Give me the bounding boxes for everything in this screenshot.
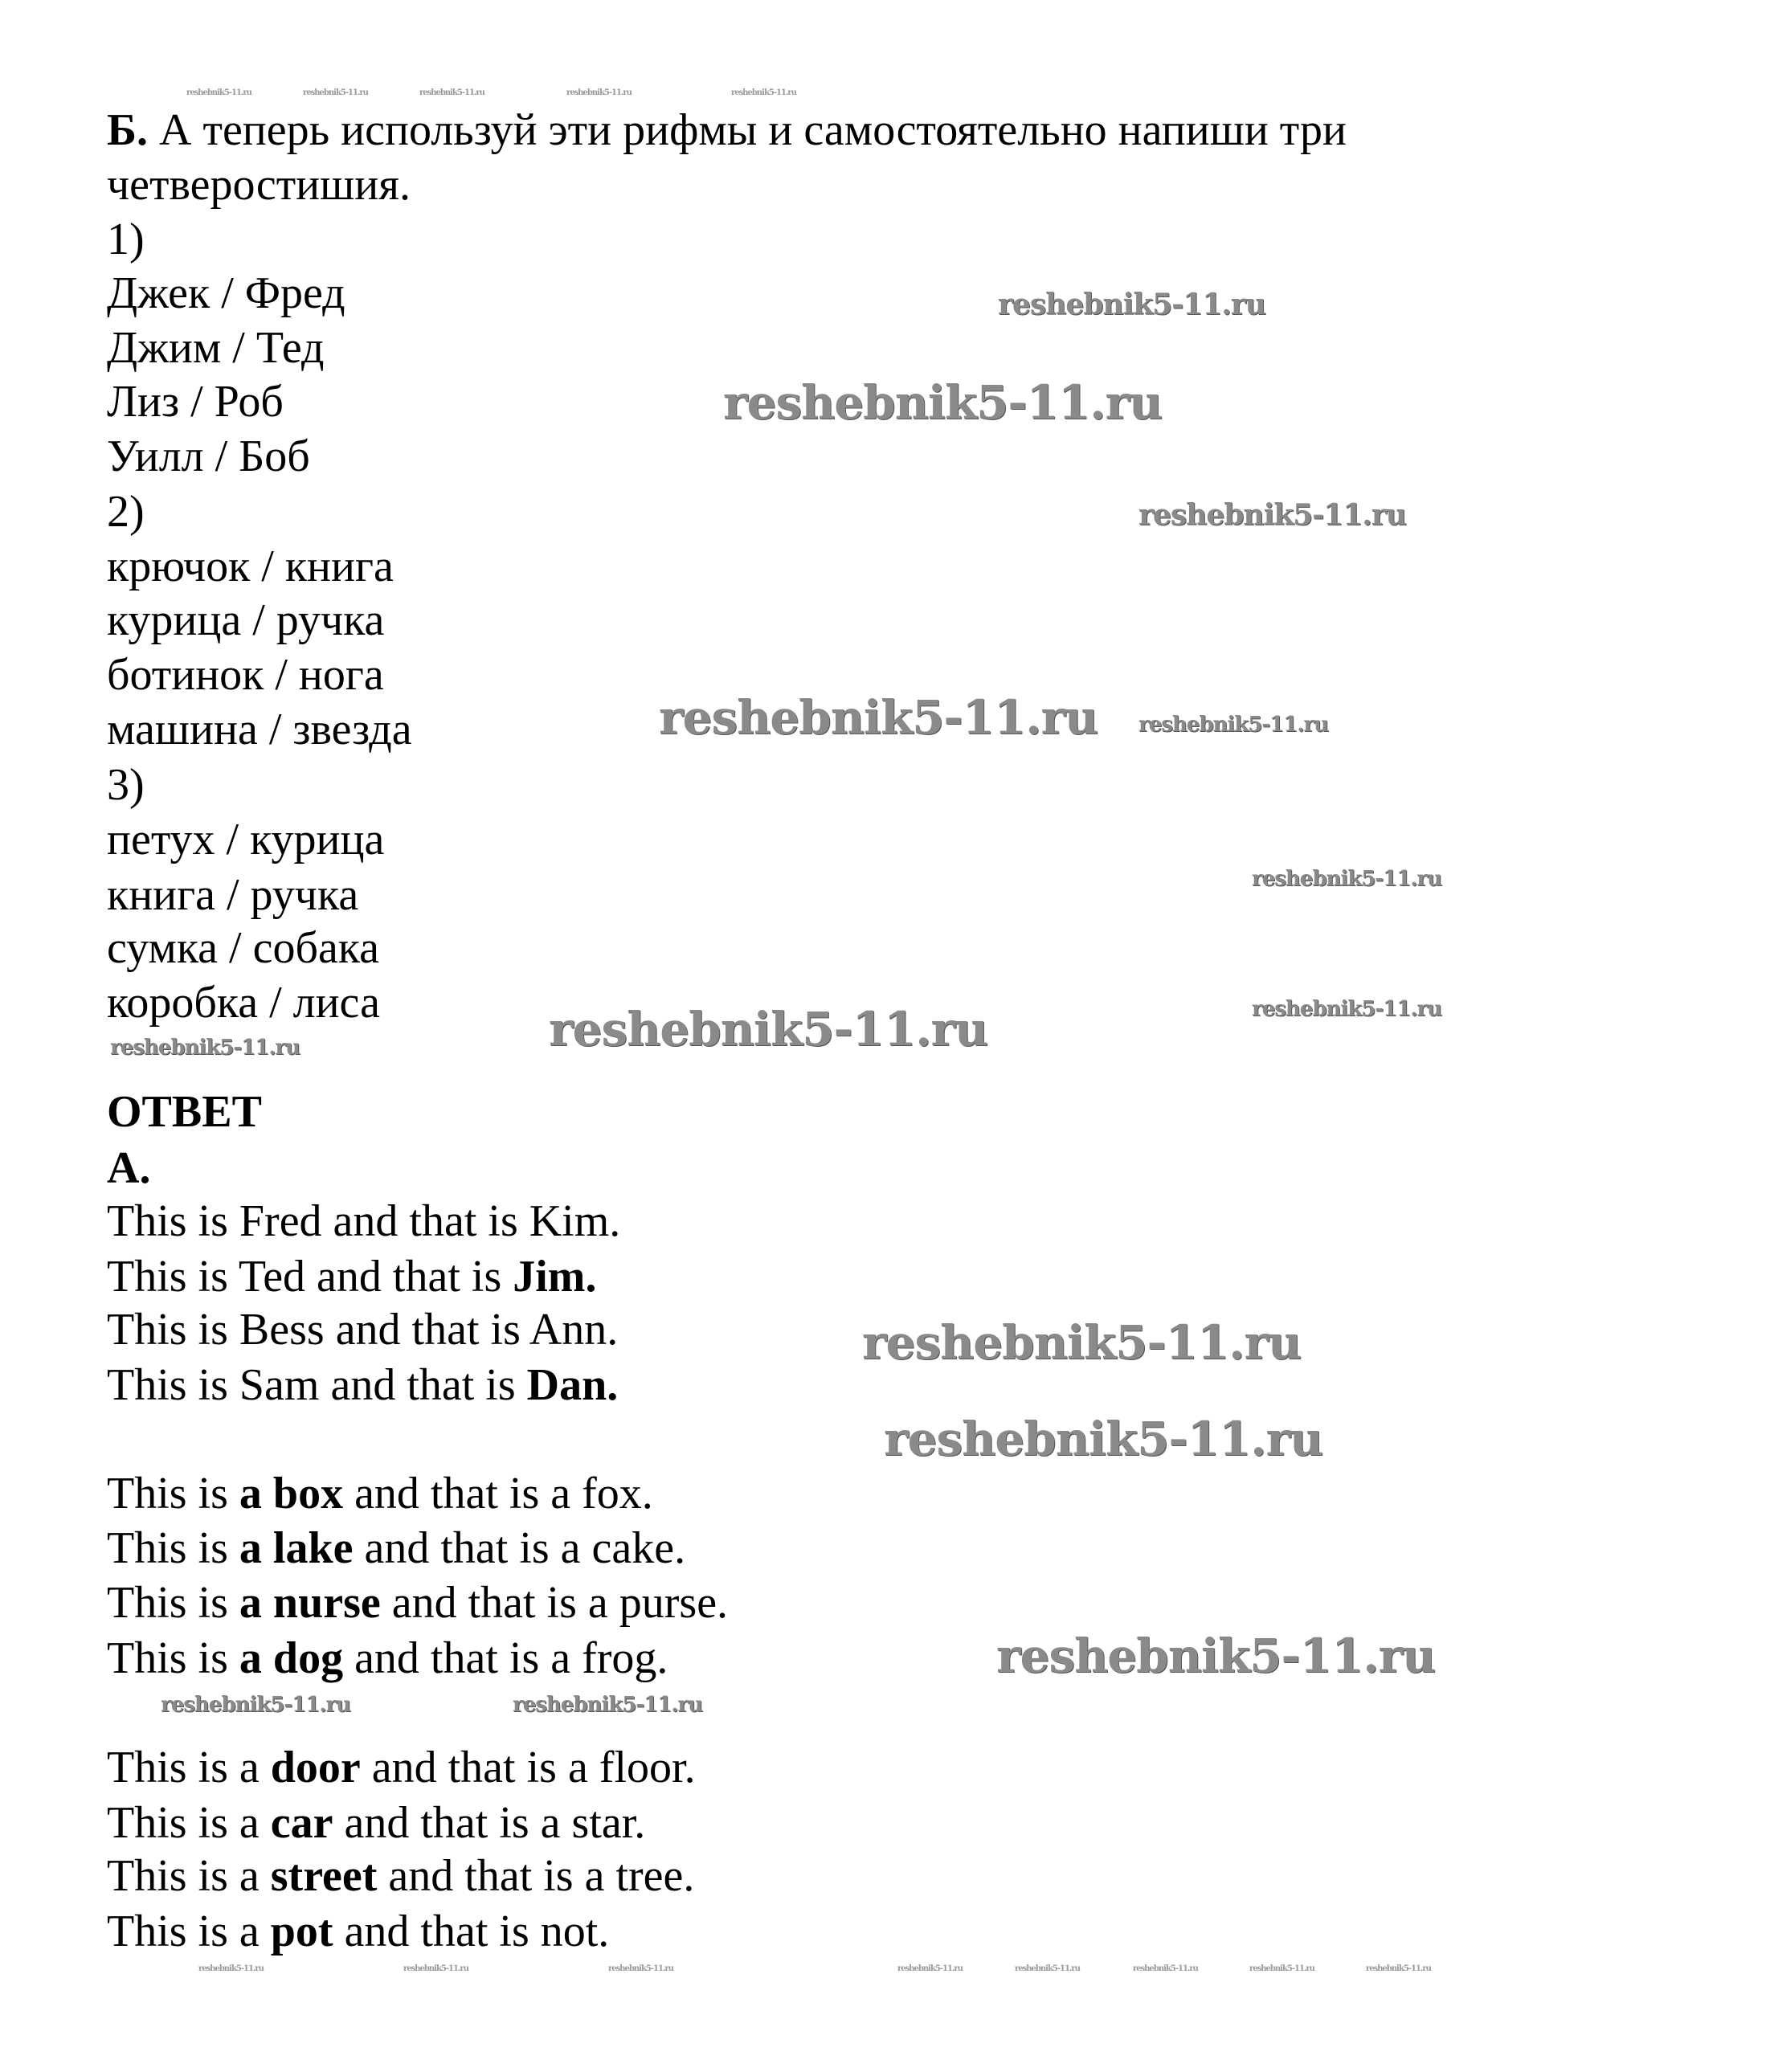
text-segment: This is a (107, 1851, 271, 1901)
text-segment: This is (107, 1523, 239, 1573)
watermark: reshebnik5-11.ru (419, 88, 484, 97)
watermark: reshebnik5-11.ru (862, 1315, 1302, 1370)
text-segment: сумка / собака (107, 923, 380, 973)
text-segment: This is Ted and that is (107, 1252, 513, 1302)
text-line (107, 975, 380, 1030)
watermark: reshebnik5-11.ru (1249, 1964, 1314, 1973)
text-line (107, 429, 310, 484)
watermark: reshebnik5-11.ru (996, 1629, 1436, 1683)
text-line (107, 1631, 668, 1686)
text-line (107, 593, 384, 648)
text-segment: and that is a fox. (343, 1469, 653, 1518)
text-segment: This is (107, 1578, 239, 1628)
bold-text: street (270, 1851, 378, 1901)
watermark: reshebnik5-11.ru (1015, 1964, 1080, 1973)
watermark: reshebnik5-11.ru (566, 88, 632, 97)
text-line (107, 321, 325, 375)
watermark: reshebnik5-11.ru (897, 1964, 963, 1973)
bold-text: car (270, 1798, 333, 1848)
text-line (107, 1302, 618, 1357)
text-line (107, 266, 345, 321)
text-segment: машина / звезда (107, 705, 412, 754)
watermark: reshebnik5-11.ru (723, 375, 1163, 430)
text-segment: 3) (107, 760, 145, 810)
bold-text: Б. (107, 105, 149, 155)
bold-text: pot (270, 1906, 333, 1956)
bold-text: ОТВЕТ (107, 1087, 262, 1137)
watermark: reshebnik5-11.ru (884, 1412, 1323, 1466)
text-line (107, 702, 412, 757)
text-segment: and that is a frog. (343, 1633, 668, 1683)
bold-text: Jim. (513, 1252, 597, 1302)
text-segment: 1) (107, 215, 145, 264)
text-line (107, 212, 145, 267)
text-segment: and that is a purse. (380, 1578, 729, 1628)
text-line (107, 812, 384, 867)
text-line (107, 868, 358, 922)
text-segment: This is a (107, 1798, 271, 1848)
text-line (107, 1904, 609, 1959)
text-segment: and that is a cake. (353, 1523, 686, 1573)
text-segment: книга / ручка (107, 870, 359, 920)
text-segment: А теперь используй эти рифмы и самостоятельно напиши три (148, 105, 1347, 155)
text-line (107, 1521, 685, 1575)
watermark: reshebnik5-11.ru (731, 88, 796, 97)
text-segment: This is Bess and that is Ann. (107, 1305, 619, 1355)
text-line (107, 1085, 262, 1139)
text-line (107, 758, 145, 812)
text-segment: Уилл / Боб (107, 431, 310, 481)
text-segment: This is a (107, 1743, 271, 1792)
text-segment: курица / ручка (107, 595, 385, 645)
watermark: reshebnik5-11.ru (608, 1964, 673, 1973)
text-segment: ботинок / нога (107, 650, 384, 700)
text-segment: This is Fred and that is Kim. (107, 1196, 621, 1246)
watermark: reshebnik5-11.ru (1138, 498, 1406, 532)
bold-text: a dog (239, 1633, 344, 1683)
text-segment: коробка / лиса (107, 978, 380, 1028)
bold-text: a nurse (239, 1578, 381, 1628)
text-segment: Джек / Фред (107, 268, 345, 318)
text-segment: крючок / книга (107, 541, 394, 591)
watermark: reshebnik5-11.ru (1133, 1964, 1198, 1973)
text-segment: четверостишия. (107, 160, 411, 210)
watermark: reshebnik5-11.ru (161, 1693, 351, 1717)
text-line (107, 921, 379, 975)
bold-text: door (270, 1743, 361, 1792)
bold-text: a box (239, 1469, 344, 1518)
text-segment: Джим / Тед (107, 323, 325, 373)
text-line (107, 1796, 645, 1850)
text-line (107, 1466, 653, 1521)
text-segment: This is (107, 1633, 239, 1683)
text-segment: and that is a star. (333, 1798, 646, 1848)
watermark: reshebnik5-11.ru (403, 1964, 468, 1973)
watermark: reshebnik5-11.ru (303, 88, 368, 97)
bold-text: a lake (239, 1523, 354, 1573)
text-line (107, 1575, 728, 1630)
text-line (107, 648, 384, 702)
text-segment: петух / курица (107, 815, 385, 864)
text-segment: Лиз / Роб (107, 377, 284, 427)
text-line (107, 374, 284, 429)
watermark: reshebnik5-11.ru (549, 1002, 988, 1056)
watermark: reshebnik5-11.ru (513, 1693, 703, 1717)
text-line (107, 103, 1347, 157)
text-segment: This is a (107, 1906, 271, 1956)
text-line (107, 484, 145, 539)
watermark: reshebnik5-11.ru (110, 1036, 300, 1060)
text-segment: This is Sam and that is (107, 1360, 527, 1410)
text-line (107, 157, 411, 212)
text-segment: and that is a floor. (360, 1743, 696, 1792)
watermark: reshebnik5-11.ru (1366, 1964, 1431, 1973)
watermark: reshebnik5-11.ru (186, 88, 251, 97)
text-segment: 2) (107, 487, 145, 537)
text-line (107, 1141, 150, 1195)
text-line (107, 1249, 596, 1304)
watermark: reshebnik5-11.ru (1138, 713, 1329, 737)
text-line (107, 1194, 620, 1249)
text-line (107, 539, 394, 594)
text-segment: and that is not. (333, 1906, 610, 1956)
text-segment: and that is a tree. (377, 1851, 695, 1901)
watermark: reshebnik5-11.ru (998, 288, 1265, 321)
watermark: reshebnik5-11.ru (198, 1964, 264, 1973)
bold-text: А. (107, 1143, 151, 1193)
bold-text: Dan. (526, 1360, 619, 1410)
watermark: reshebnik5-11.ru (659, 690, 1098, 745)
watermark: reshebnik5-11.ru (1252, 997, 1442, 1021)
text-line (107, 1740, 696, 1795)
text-line (107, 1849, 694, 1903)
text-line (107, 1358, 618, 1412)
watermark: reshebnik5-11.ru (1252, 867, 1442, 891)
text-segment: This is (107, 1469, 239, 1518)
